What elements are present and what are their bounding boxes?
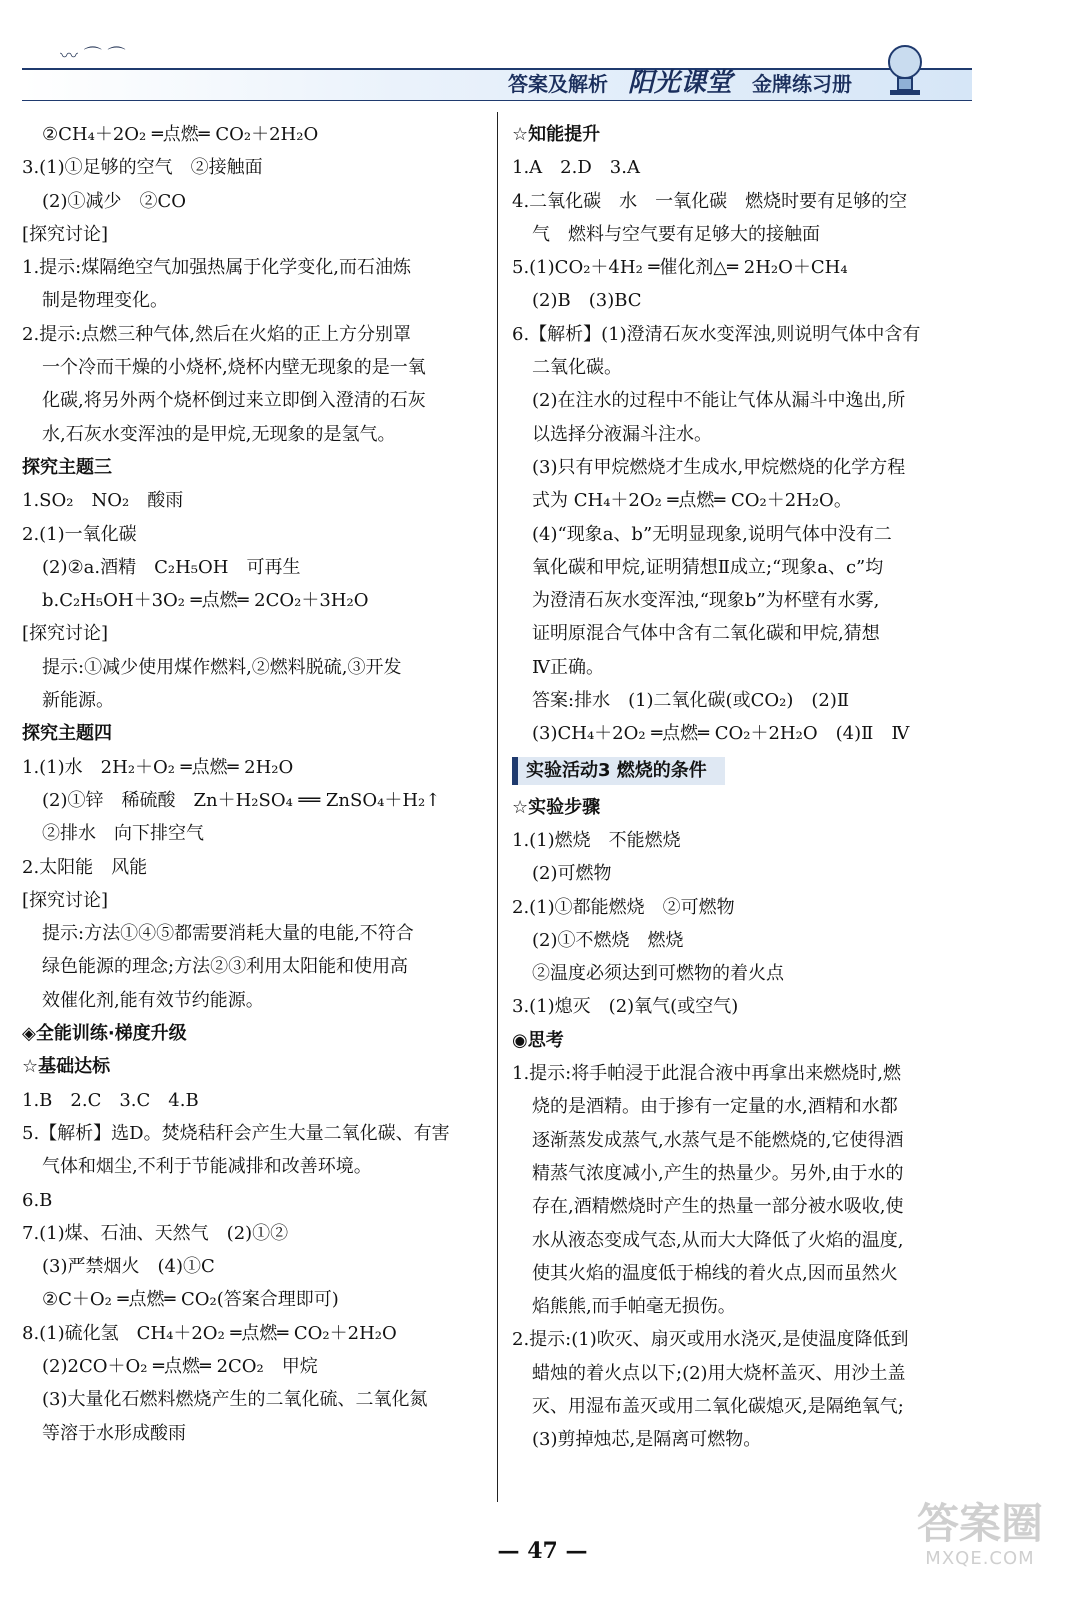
right-line: 式为 CH₄＋2O₂ ═点燃═ CO₂＋2H₂O。 [532,490,852,512]
right-line: 1.提示:将手帕浸于此混合液中再拿出来燃烧时,燃 [512,1063,901,1085]
left-line: 水,石灰水变浑浊的是甲烷,无现象的是氢气。 [42,423,396,445]
left-line: 7.(1)煤、石油、天然气 (2)①② [22,1222,289,1244]
left-line: 3.(1)①足够的空气 ②接触面 [22,157,263,179]
left-line: 2.太阳能 风能 [22,856,148,878]
right-line: 存在,酒精燃烧时产生的热量一部分被水吸收,使 [532,1196,904,1218]
watermark-url: MXQE.COM [925,1548,1035,1569]
right-line: 2.(1)①都能燃烧 ②可燃物 [512,896,735,918]
left-line: 提示:①减少使用煤作燃料,②燃料脱硫,③开发 [42,656,402,678]
right-line: 1.(1)燃烧 不能燃烧 [512,829,681,851]
section-banner: 实验活动3 燃烧的条件 [512,757,725,785]
right-line: (2)在注水的过程中不能让气体从漏斗中逸出,所 [532,390,906,412]
left-line: 5.【解析】选D。焚烧秸秆会产生大量二氧化碳、有害 [22,1122,450,1144]
left-line: [探究讨论] [22,223,109,245]
left-line: 2.(1)一氧化碳 [22,523,137,545]
watermark [895,1500,1065,1580]
right-line: ②温度必须达到可燃物的着火点 [532,963,784,985]
right-line: 水从液态变成气态,从而大大降低了火焰的温度, [532,1229,904,1251]
right-line: 精蒸气浓度减小,产生的热量少。另外,由于水的 [532,1162,904,1184]
left-line: ◈全能训练·梯度升级 [22,1023,187,1045]
left-line: (2)①减少 ②CO [42,190,187,212]
left-line: b.C₂H₅OH＋3O₂ ═点燃═ 2CO₂＋3H₂O [42,590,369,612]
left-line: 6.B [22,1189,53,1211]
left-line: 绿色能源的理念;方法②③利用太阳能和使用高 [42,956,409,978]
right-column [512,118,972,1457]
left-line: [探究讨论] [22,623,109,645]
right-line: 4.二氧化碳 水 一氧化碳 燃烧时要有足够的空 [512,190,908,212]
right-line: (2)可燃物 [532,863,612,885]
left-line: 探究主题四 [22,723,112,745]
watermark-logo: 答案圈 [916,1499,1043,1548]
right-line: 1.A 2.D 3.A [512,157,640,179]
birds-decoration: 〰 ⌒ ⌒ [60,46,126,67]
right-line: 气 燃料与空气要有足够大的接触面 [532,223,820,245]
left-line: 新能源。 [42,690,114,712]
header-brand: 阳光课堂 [627,68,732,98]
right-line: 使其火焰的温度低于棉线的着火点,因而虽然火 [532,1262,898,1284]
left-line: 效催化剂,能有效节约能源。 [42,989,264,1011]
right-line: 证明原混合气体中含有二氧化碳和甲烷,猜想 [532,623,880,645]
left-line: 一个冷而干燥的小烧杯,烧杯内壁无现象的是一氧 [42,357,426,379]
header-title [508,68,852,98]
left-line: (2)②a.酒精 C₂H₅OH 可再生 [42,556,301,578]
right-line: (4)“现象a、b”无明显现象,说明气体中没有二 [532,523,892,545]
left-line: 1.(1)水 2H₂＋O₂ ═点燃═ 2H₂O [22,756,294,778]
right-line: ◉思考 [512,1029,564,1051]
left-line: 提示:方法①④⑤都需要消耗大量的电能,不符合 [42,923,414,945]
left-line: 2.提示:点燃三种气体,然后在火焰的正上方分别罩 [22,323,411,345]
left-line: 8.(1)硫化氢 CH₄＋2O₂ ═点燃═ CO₂＋2H₂O [22,1322,397,1344]
header-title-part2: 金牌练习册 [752,72,852,96]
right-line: 焰熊熊,而手帕毫无损伤。 [532,1296,736,1318]
left-line: 制是物理变化。 [42,290,168,312]
right-line: (3)只有甲烷燃烧才生成水,甲烷燃烧的化学方程 [532,456,906,478]
left-line: ②C＋O₂ ═点燃═ CO₂(答案合理即可) [42,1289,339,1311]
right-line: (2)①不燃烧 燃烧 [532,929,684,951]
header-title-part1: 答案及解析 [507,72,608,96]
left-line: [探究讨论] [22,889,109,911]
left-line: (2)①锌 稀硫酸 Zn＋H₂SO₄ ══ ZnSO₄＋H₂↑ [42,789,441,811]
left-line: (3)大量化石燃料燃烧产生的二氧化硫、二氧化氮 [42,1389,428,1411]
right-line: 答案:排水 (1)二氧化碳(或CO₂) (2)Ⅱ [532,690,850,712]
left-line: (3)严禁烟火 (4)①C [42,1256,215,1278]
right-line: (3)CH₄＋2O₂ ═点燃═ CO₂＋2H₂O (4)Ⅱ Ⅳ [532,723,910,745]
left-line: 1.提示:煤隔绝空气加强热属于化学变化,而石油炼 [22,257,411,279]
left-line: 探究主题三 [22,456,112,478]
left-column [22,118,487,1450]
right-line: ☆实验步骤 [512,796,601,818]
left-line: 等溶于水形成酸雨 [42,1422,186,1444]
right-line: 蜡烛的着火点以下;(2)用大烧杯盖灭、用沙土盖 [532,1362,906,1384]
right-line: 为澄清石灰水变浑浊,“现象b”为杯壁有水雾, [532,590,880,612]
right-line: 逐渐蒸发成蒸气,水蒸气是不能燃烧的,它使得酒 [532,1129,904,1151]
right-line: 3.(1)熄灭 (2)氧气(或空气) [512,996,739,1018]
column-divider [497,112,498,1502]
left-line: 1.B 2.C 3.C 4.B [22,1089,199,1111]
left-line: (2)2CO＋O₂ ═点燃═ 2CO₂ 甲烷 [42,1355,318,1377]
right-line: 烧的是酒精。由于掺有一定量的水,酒精和水都 [532,1096,898,1118]
right-line: 以选择分液漏斗注水。 [532,423,712,445]
lamp-decoration-icon [870,38,940,96]
right-line: Ⅳ正确。 [532,656,604,678]
left-line: 气体和烟尘,不利于节能减排和改善环境。 [42,1156,372,1178]
right-line: 5.(1)CO₂＋4H₂ ═催化剂△═ 2H₂O＋CH₄ [512,257,848,279]
right-line: 灭、用湿布盖灭或用二氧化碳熄灭,是隔绝氧气; [532,1395,904,1417]
left-line: 化碳,将另外两个烧杯倒过来立即倒入澄清的石灰 [42,390,426,412]
right-line [512,751,972,791]
right-line: 2.提示:(1)吹灭、扇灭或用水浇灭,是使温度降低到 [512,1329,909,1351]
page-header [22,58,972,98]
left-line: ②CH₄＋2O₂ ═点燃═ CO₂＋2H₂O [42,124,319,145]
right-line: 二氧化碳。 [532,357,622,379]
left-line: ②排水 向下排空气 [42,823,204,845]
right-line: ☆知能提升 [512,124,601,145]
right-line: (3)剪掉烛芯,是隔离可燃物。 [532,1429,762,1451]
right-line: 氧化碳和甲烷,证明猜想Ⅱ成立;“现象a、c”均 [532,556,884,578]
page-number: — 47 — [497,1538,588,1564]
left-line: ☆基础达标 [22,1056,111,1078]
right-line: (2)B (3)BC [532,290,642,312]
left-line: 1.SO₂ NO₂ 酸雨 [22,490,184,512]
right-line: 6.【解析】(1)澄清石灰水变浑浊,则说明气体中含有 [512,323,921,345]
